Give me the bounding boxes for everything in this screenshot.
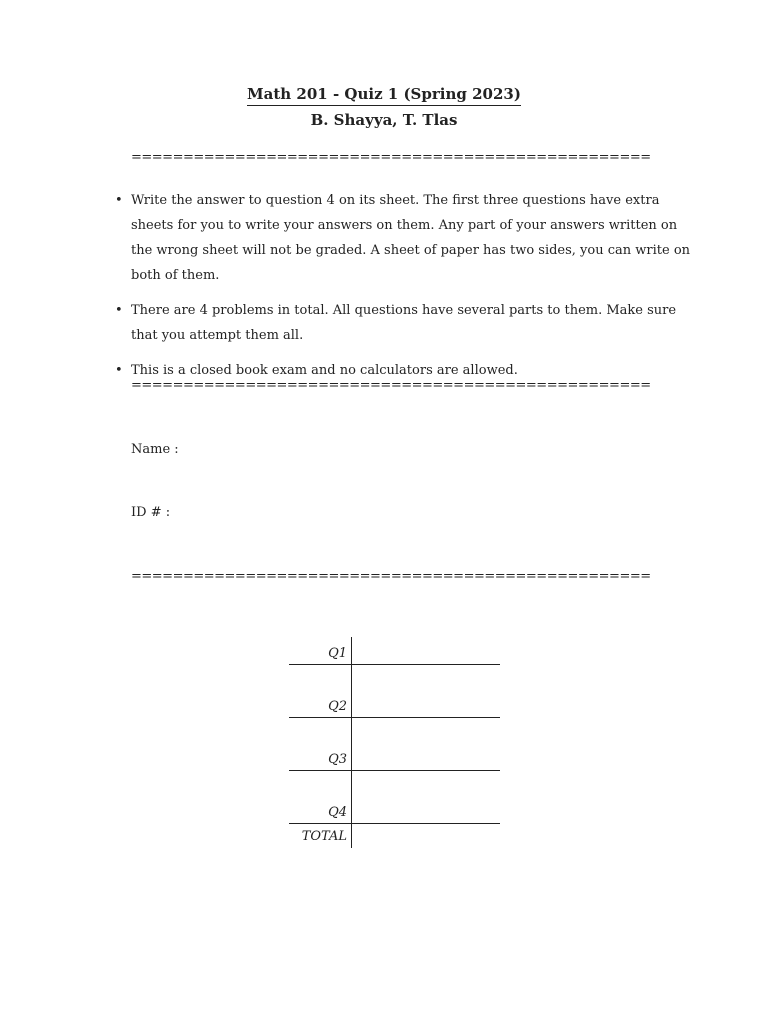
instructions-list [115,188,700,393]
quiz-authors: B. Shayya, T. Tlas [310,111,458,129]
score-cell [352,771,501,824]
quiz-title-text: Math 201 - Quiz 1 (Spring 2023) [247,85,521,106]
instruction-item: • There are 4 problems in total. All questions have several parts to them. Make sure that you attempt them all. [115,298,700,348]
instruction-item: • Write the answer to question 4 on its sheet. The first three questions have extra sheets for you to write your answers on them. Any part of your answers written on the wrong sheet will not be graded. A sheet of paper has two sides, you can write on both of them. [115,188,700,288]
instruction-item: • This is a closed book exam and no calculators are allowed. [115,358,700,383]
separator-line: ================================================== [131,150,651,165]
name-field-label: Name : [131,442,179,457]
score-row-total [289,824,500,849]
score-cell [352,637,501,665]
score-row-label: Q4 [289,771,352,824]
separator-line: ================================================== [131,569,651,584]
id-field-label: ID # : [131,505,171,520]
quiz-title [0,85,768,103]
score-cell [352,665,501,718]
score-row-q2 [289,665,500,718]
score-cell [352,718,501,771]
score-total-cell [352,824,501,849]
score-row-label: Q3 [289,718,352,771]
score-row-label: Q1 [289,637,352,665]
score-total-label: TOTAL [301,828,347,844]
score-row-q3 [289,718,500,771]
score-table [289,637,500,848]
score-row-label: Q2 [289,665,352,718]
score-row-q1 [289,637,500,665]
separator-line: ================================================== [131,378,651,393]
score-row-q4 [289,771,500,824]
